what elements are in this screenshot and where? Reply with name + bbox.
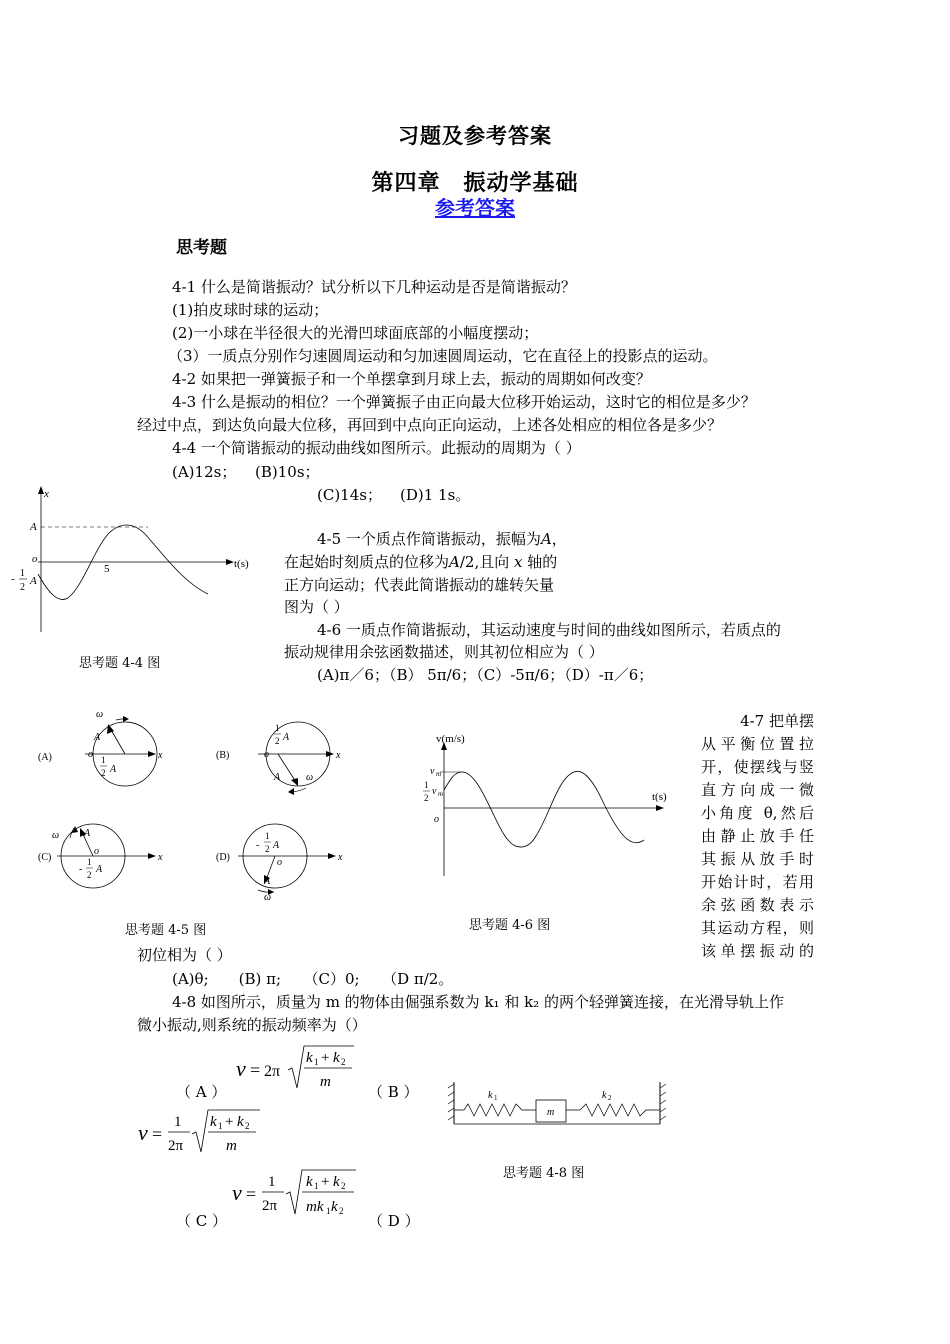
- svg-text:m: m: [436, 770, 442, 778]
- svg-text:ν: ν: [232, 1180, 242, 1205]
- q46-line2: 振动规律用余弦函数描述，则其初位相应为（ ）: [284, 643, 604, 661]
- svg-text:2: 2: [608, 1094, 612, 1102]
- q45-var-x: x: [514, 553, 523, 571]
- svg-text:1: 1: [494, 1094, 498, 1102]
- svg-text:+: +: [225, 1114, 234, 1130]
- svg-text:1: 1: [424, 780, 429, 790]
- q42-stem: 4-2 如果把一弹簧振子和一个单摆拿到月球上去，振动的周期如何改变？: [172, 370, 651, 388]
- q48-option-b: （ B ）: [368, 1083, 419, 1101]
- svg-text:o: o: [88, 749, 93, 760]
- q47-line: 由静止放手任: [701, 827, 814, 845]
- q47-options: (A)θ; (B) π; （C）0; （D π/2。: [172, 970, 454, 988]
- q45-var-a: A: [449, 553, 460, 571]
- fig45-panel-d: [216, 824, 343, 903]
- fig46-ylabel: v(m/s): [436, 733, 465, 745]
- q47-line: 开，使摆线与竖: [701, 758, 814, 776]
- svg-text:2: 2: [265, 844, 270, 854]
- svg-text:k: k: [333, 1050, 340, 1066]
- svg-text:2: 2: [424, 793, 429, 803]
- svg-text:o: o: [94, 846, 99, 857]
- q45-line4: 图为（ ）: [284, 598, 349, 616]
- q45-amplitude: A: [540, 530, 552, 548]
- caption-4-4: 思考题 4-4 图: [79, 656, 161, 671]
- q43-line1: 4-3 什么是振动的相位？一个弹簧振子由正向最大位移开始运动，这时它的相位是多少？: [172, 393, 756, 411]
- fig45-panel-a: [38, 709, 163, 786]
- svg-text:+: +: [321, 1050, 330, 1066]
- svg-text:A: A: [264, 876, 271, 887]
- svg-text:k: k: [331, 1199, 338, 1215]
- svg-text:2π: 2π: [262, 1198, 278, 1214]
- svg-text:m: m: [547, 1107, 555, 1118]
- svg-text:+: +: [321, 1174, 330, 1190]
- svg-text:1: 1: [326, 1206, 331, 1216]
- q44-option-c: (C)14s；: [317, 486, 382, 504]
- q47-line: 直方向成一微: [701, 781, 814, 799]
- svg-text:ω: ω: [96, 709, 104, 720]
- svg-text:k: k: [210, 1114, 217, 1130]
- svg-text:1: 1: [265, 831, 270, 841]
- svg-text:1: 1: [101, 755, 106, 765]
- svg-text:A: A: [273, 840, 280, 851]
- fig44-half-num: 1: [20, 568, 25, 579]
- svg-text:1: 1: [174, 1114, 182, 1130]
- q47-column: [701, 710, 814, 963]
- svg-text:v: v: [432, 786, 437, 797]
- svg-text:ω: ω: [52, 830, 60, 841]
- svg-text:o: o: [277, 857, 282, 868]
- svg-text:t(s): t(s): [652, 791, 667, 803]
- q45-line1-text: 4-5 一个质点作简谐振动，振幅为: [317, 530, 541, 548]
- svg-text:m: m: [438, 790, 444, 798]
- svg-text:2π: 2π: [264, 1063, 281, 1080]
- q48-line2: 微小振动,则系统的振动频率为（）: [137, 1016, 367, 1034]
- q44-stem: 4-4 一个简谐振动的振动曲线如图所示。此振动的周期为（ ）: [172, 439, 581, 457]
- svg-text:1: 1: [314, 1181, 319, 1191]
- q41-stem: 4-1 什么是简谐振动？试分析以下几种运动是否是简谐振动？: [172, 278, 576, 296]
- svg-text:o: o: [264, 749, 269, 760]
- section-heading: 思考题: [176, 238, 227, 258]
- q41-item-1: (1)拍皮球时球的运动；: [172, 301, 329, 319]
- figure-4-8: [448, 1078, 668, 1138]
- svg-text:=: =: [246, 1184, 257, 1204]
- svg-text:k: k: [488, 1090, 493, 1101]
- q44-option-d: (D)1 1s。: [400, 486, 471, 504]
- svg-text:=: =: [152, 1124, 163, 1144]
- q47-line: 开始计时，若用: [701, 873, 814, 891]
- svg-text:2: 2: [87, 870, 92, 880]
- svg-text:(C): (C): [38, 852, 52, 863]
- svg-text:x: x: [158, 852, 163, 863]
- svg-text:(A): (A): [38, 752, 52, 763]
- svg-text:2: 2: [339, 1206, 344, 1216]
- fig44-origin: o: [32, 553, 38, 565]
- figure-4-5: [30, 702, 370, 912]
- svg-text:ω: ω: [306, 772, 314, 783]
- svg-text:1: 1: [268, 1174, 276, 1190]
- svg-text:m: m: [226, 1138, 237, 1154]
- svg-text:1: 1: [87, 857, 92, 867]
- q41-item-3: （3）一质点分别作匀速圆周运动和匀加速圆周运动，它在直径上的投影点的运动。: [168, 347, 718, 365]
- q47-continuation: 初位相为（ ）: [137, 946, 232, 964]
- fig44-axis-x: x: [44, 488, 49, 500]
- fig44-minus: -: [11, 573, 15, 585]
- svg-text:A: A: [84, 828, 91, 839]
- svg-text:1: 1: [275, 723, 280, 733]
- answer-link[interactable]: 参考答案: [435, 196, 515, 220]
- svg-text:2: 2: [275, 736, 280, 746]
- figure-4-6: [418, 728, 678, 888]
- fig44-t-label: t(s): [234, 558, 249, 570]
- q41-item-2: (2)一小球在半径很大的光滑凹球面底部的小幅度摆动；: [172, 324, 539, 342]
- chapter-title: 第四章 振动学基础: [371, 170, 579, 196]
- svg-text:2: 2: [341, 1057, 346, 1067]
- q47-line: 该单摆振动的: [701, 942, 814, 960]
- svg-text:(B): (B): [216, 750, 230, 761]
- q47-line: 其运动方程，则: [701, 919, 814, 937]
- svg-text:ν: ν: [138, 1120, 148, 1145]
- svg-text:2: 2: [341, 1181, 346, 1191]
- q46-line1: 4-6 一质点作简谐振动，其运动速度与时间的曲线如图所示，若质点的: [317, 621, 781, 639]
- svg-text:2π: 2π: [168, 1138, 184, 1154]
- svg-text:x: x: [158, 750, 163, 761]
- svg-text:=: =: [250, 1060, 261, 1080]
- q47-line: 4-7 把单摆: [740, 712, 814, 730]
- q45-line2b: /2,且向: [459, 553, 510, 571]
- svg-text:(D): (D): [216, 852, 230, 863]
- q44-option-a: (A)12s；: [172, 463, 237, 481]
- q48-option-d: （ D ）: [368, 1212, 420, 1230]
- caption-4-8: 思考题 4-8 图: [503, 1166, 585, 1181]
- svg-text:A: A: [274, 772, 281, 783]
- q45-line3: 正方向运动；代表此简谐振动的雄转矢量: [284, 576, 555, 594]
- q47-line: 从平衡位置拉: [701, 735, 814, 753]
- svg-text:1: 1: [218, 1121, 223, 1131]
- q45-line2c: 轴的: [527, 553, 558, 571]
- fig44-half-den: 2: [20, 582, 25, 593]
- svg-text:ν: ν: [236, 1056, 246, 1081]
- svg-text:k: k: [333, 1174, 340, 1190]
- svg-text:k: k: [237, 1114, 244, 1130]
- svg-text:1: 1: [314, 1057, 319, 1067]
- svg-text:2: 2: [245, 1121, 250, 1131]
- fig44-label-neg-a: A: [30, 575, 37, 587]
- q48-option-c: （ C ）: [176, 1212, 228, 1230]
- equation-a: [232, 1040, 362, 1096]
- caption-4-5: 思考题 4-5 图: [125, 923, 207, 938]
- svg-text:A: A: [110, 764, 117, 775]
- svg-text:A: A: [94, 732, 101, 743]
- q46-options: (A)π／6；（B） 5π/6；（C）-5π/6；（D）-π／6；: [317, 666, 654, 684]
- fig44-label-a: A: [30, 521, 37, 533]
- q45-line1: [317, 528, 567, 550]
- figure-4-4: [8, 482, 258, 642]
- q45-line1-end: ，: [551, 530, 567, 548]
- svg-text:x: x: [336, 750, 341, 761]
- svg-text:o: o: [434, 814, 439, 825]
- equation-b: [134, 1104, 264, 1160]
- q43-line2: 经过中点，到达负向最大位移，再回到中点向正向运动，上述各处相应的相位各是多少？: [137, 416, 723, 434]
- svg-text:-: -: [79, 864, 83, 875]
- caption-4-6: 思考题 4-6 图: [469, 918, 551, 933]
- q48-line1: 4-8 如图所示，质量为 m 的物体由倔强系数为 k₁ 和 k₂ 的两个轻弹簧连接，在光滑导轨上作: [172, 993, 784, 1011]
- svg-text:x: x: [338, 852, 343, 863]
- fig45-panel-b: [216, 722, 341, 795]
- svg-text:2: 2: [101, 768, 106, 778]
- q44-option-b: (B)10s；: [255, 463, 320, 481]
- q48-option-a: （ A ）: [176, 1083, 227, 1101]
- svg-text:k: k: [306, 1174, 313, 1190]
- svg-text:A: A: [96, 864, 103, 875]
- svg-text:k: k: [602, 1090, 607, 1101]
- svg-text:k: k: [306, 1050, 313, 1066]
- svg-text:-: -: [256, 840, 260, 851]
- fig44-tick-5: 5: [104, 563, 110, 575]
- q47-line: 余弦函数表示: [701, 896, 814, 914]
- svg-text:ω: ω: [264, 892, 272, 903]
- q45-line2: [284, 551, 557, 573]
- document-title: 习题及参考答案: [398, 123, 552, 148]
- fig45-panel-c: [38, 824, 163, 888]
- svg-text:m: m: [320, 1074, 331, 1090]
- svg-text:mk: mk: [306, 1199, 324, 1215]
- equation-c: [228, 1164, 364, 1222]
- svg-text:v: v: [430, 766, 435, 777]
- q47-line: 小角度 θ,然后: [701, 804, 814, 822]
- q47-line: 其振从放手时: [701, 850, 814, 868]
- svg-text:A: A: [283, 732, 290, 743]
- q45-line2a: 在起始时刻质点的位移为: [284, 553, 450, 571]
